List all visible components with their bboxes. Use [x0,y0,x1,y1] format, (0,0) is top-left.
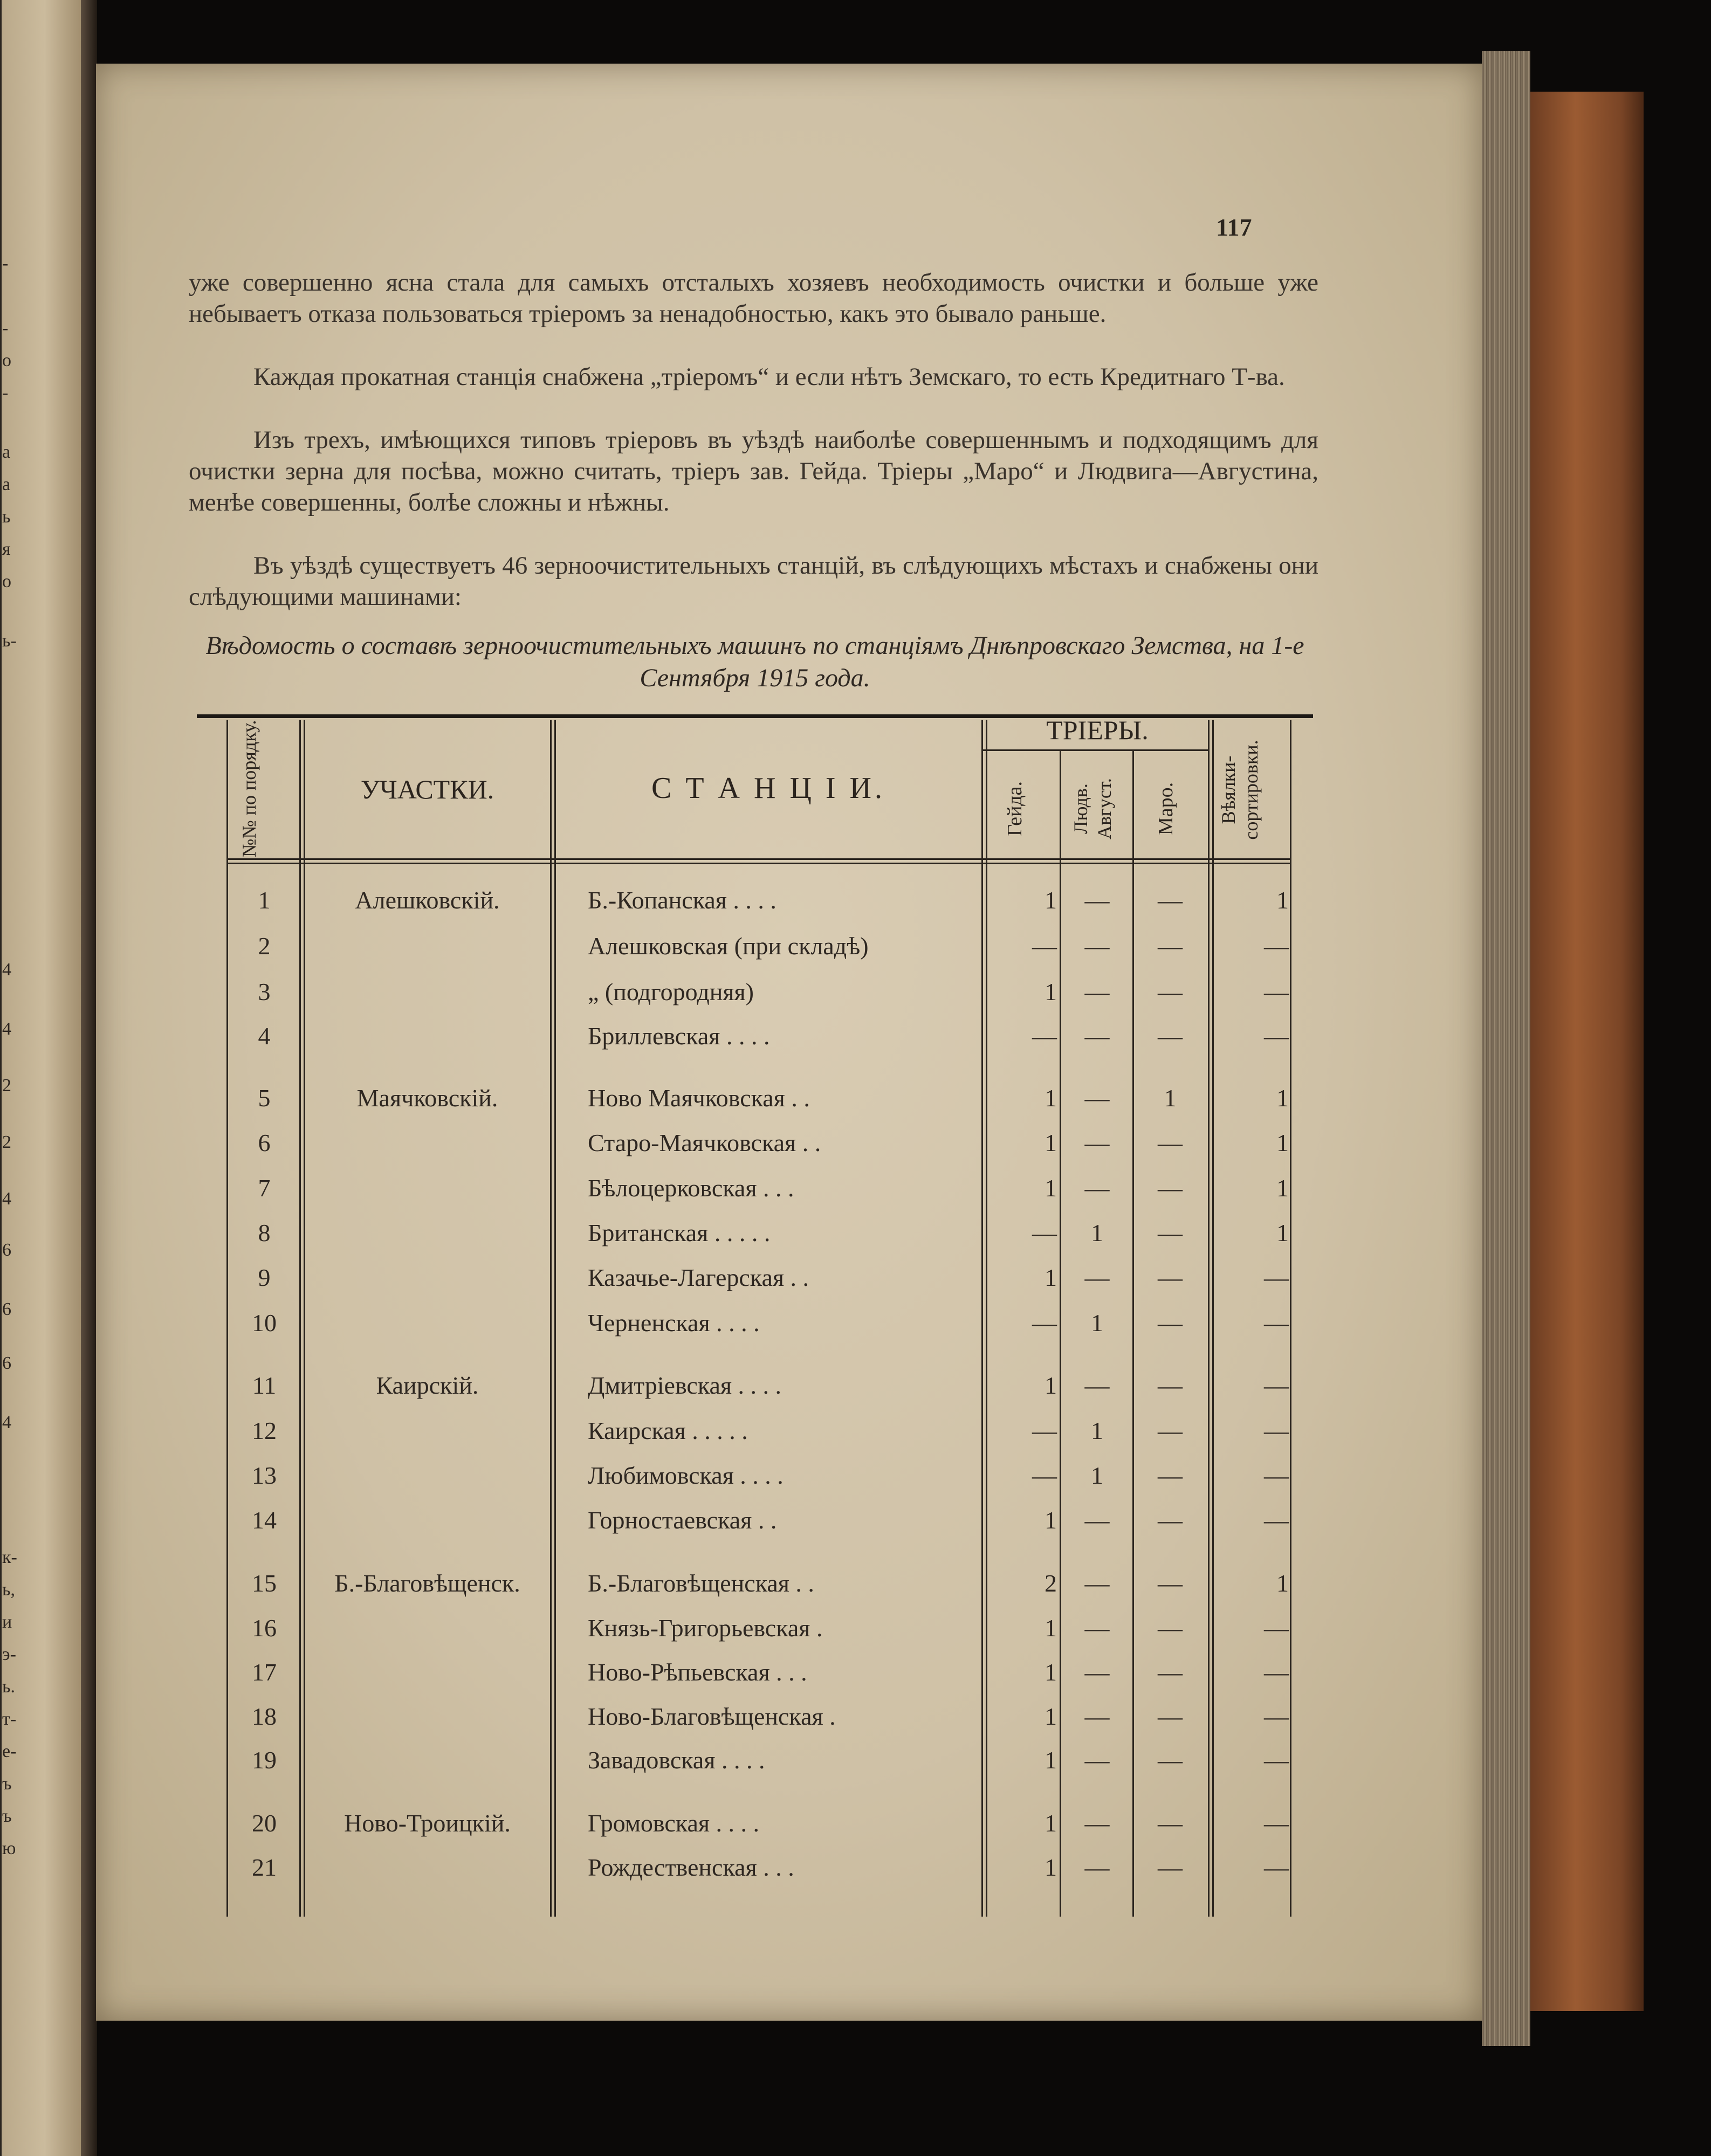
row-maro: — [1158,1174,1183,1202]
row-veyalki: — [1264,1854,1289,1881]
facing-page-fragment: е- [2,1741,17,1761]
header-maro: Маро. [1155,782,1177,836]
row-heida: — [1032,1417,1057,1444]
facing-page-fragment: 4 [2,1189,11,1209]
book-cover [1530,92,1644,2011]
row-number: 9 [258,1264,271,1291]
row-number: 16 [252,1614,277,1642]
row-number: 19 [252,1746,277,1774]
row-ludv: — [1084,1264,1110,1291]
row-veyalki: — [1264,1614,1289,1642]
header-veyalki: Вѣялки-сортировки. [1218,740,1262,840]
row-ludv: 1 [1091,1309,1103,1337]
triers-underline [981,749,1208,751]
row-number: 13 [252,1462,277,1489]
row-maro: — [1158,1264,1183,1291]
col-line-4 [1060,750,1061,1917]
row-station: Горностаевская . . [588,1506,777,1534]
row-station: Бриллевская . . . . [588,1022,770,1050]
row-heida: 1 [1045,1372,1057,1399]
row-station: „ (подгородняя) [588,978,754,1005]
row-station: Ново Маячковская . . [588,1084,810,1112]
row-number: 3 [258,978,271,1005]
facing-page-fragment: о [2,571,11,591]
row-number: 2 [258,932,271,960]
book-gutter [81,0,97,2156]
row-station: Ново-Благовѣщенская . [588,1703,836,1730]
row-ludv: — [1084,1703,1110,1730]
row-veyalki: 1 [1276,1219,1289,1246]
row-heida: 1 [1045,1854,1057,1881]
facing-page-border [0,0,2,2156]
row-ludv: — [1084,1614,1110,1642]
row-maro: — [1158,1129,1183,1156]
row-maro: — [1158,1417,1183,1444]
row-station: Черненская . . . . [588,1309,760,1337]
row-ludv: — [1084,886,1110,914]
facing-page-fragment: т- [2,1709,17,1729]
facing-page-fragment: 2 [2,1076,11,1096]
row-veyalki: 1 [1276,1084,1289,1112]
row-number: 4 [258,1022,271,1050]
row-veyalki: — [1264,932,1289,960]
row-veyalki: — [1264,1372,1289,1399]
row-heida: 1 [1045,1746,1057,1774]
paragraph-4: Въ уѣздѣ существуетъ 46 зерноочистительныхъ станцій, въ слѣдующихъ мѣстахъ и снабжены они слѣдующими машинами: [189,552,1318,611]
facing-page-fragment: 4 [2,1413,11,1432]
row-veyalki: 1 [1276,1129,1289,1156]
row-number: 8 [258,1219,271,1246]
row-heida: — [1032,1309,1057,1337]
facing-page [0,0,81,2156]
row-ludv: 1 [1091,1219,1103,1246]
row-ludv: — [1084,1746,1110,1774]
col-line-2b [554,720,556,1917]
row-number: 18 [252,1703,277,1730]
row-heida: — [1032,1462,1057,1489]
page-edges [1482,51,1530,2046]
row-station: Британская . . . . . [588,1219,771,1246]
col-line-1 [299,720,301,1917]
row-station: Б.-Благовѣщенская . . [588,1569,814,1597]
facing-page-fragment: ь, [2,1580,16,1600]
row-maro: — [1158,1569,1183,1597]
facing-page-fragment: - [2,383,9,403]
row-maro: — [1158,886,1183,914]
row-ludv: — [1084,1854,1110,1881]
row-station: Любимовская . . . . [588,1462,784,1489]
row-maro: — [1158,1703,1183,1730]
row-maro: — [1158,1022,1183,1050]
row-heida: — [1032,1022,1057,1050]
facing-page-fragment: 6 [2,1299,11,1319]
col-line-left [226,720,228,1917]
facing-page-fragment: 2 [2,1132,11,1152]
row-station: Каирская . . . . . [588,1417,748,1444]
row-number: 11 [252,1372,277,1399]
row-maro: — [1158,1746,1183,1774]
row-maro: 1 [1164,1084,1177,1112]
facing-page-fragment: 4 [2,960,11,980]
row-veyalki: — [1264,1506,1289,1534]
row-number: 10 [252,1309,277,1337]
header-ludv: Людв. Август. [1070,778,1115,839]
row-station: Б.-Копанская . . . . [588,886,777,914]
row-number: 14 [252,1506,277,1534]
facing-page-fragment: 6 [2,1240,11,1260]
col-line-6 [1208,720,1210,1917]
row-veyalki: — [1264,1264,1289,1291]
row-heida: 1 [1045,1809,1057,1837]
row-heida: 2 [1045,1569,1057,1597]
row-maro: — [1158,1309,1183,1337]
col-line-6b [1212,720,1214,1917]
paragraph-3: Изъ трехъ, имѣющихся типовъ тріеровъ въ уѣздѣ наиболѣе совершеннымъ и подходящимъ для очистки зерна для посѣва, можно считать, тріеръ зав. Гейда. Тріеры „Маро“ и Людвига—Августина, менѣе совершенны, болѣе сложны и нѣжны. [189,426,1318,516]
row-maro: — [1158,1462,1183,1489]
facing-page-fragment: ь- [2,631,17,651]
row-ludv: — [1084,978,1110,1005]
row-ludv: — [1084,1506,1110,1534]
row-ludv: — [1084,1658,1110,1686]
row-maro: — [1158,1854,1183,1881]
facing-page-fragment: к- [2,1547,17,1567]
page-number: 117 [1216,213,1252,241]
row-maro: — [1158,1614,1183,1642]
row-heida: 1 [1045,886,1057,914]
col-line-2 [550,720,552,1917]
facing-page-fragment: ь. [2,1677,16,1697]
row-station: Алешковская (при складѣ) [588,932,869,960]
row-heida: — [1032,932,1057,960]
header-stations: С Т А Н Ц І И. [651,772,885,805]
row-heida: 1 [1045,978,1057,1005]
row-ludv: — [1084,1129,1110,1156]
row-veyalki: 1 [1276,1569,1289,1597]
facing-page-fragment: 4 [2,1019,11,1039]
row-station: Старо-Маячковская . . [588,1129,821,1156]
row-ludv: — [1084,1809,1110,1837]
row-maro: — [1158,1658,1183,1686]
row-heida: — [1032,1219,1057,1246]
row-station: Громовская . . . . [588,1809,760,1837]
paragraph-1: уже совершенно ясна стала для самыхъ отсталыхъ хозяевъ необходимость очистки и больше уже небываетъ отказа пользоваться тріеромъ за ненадобностью, какъ это бывало раньше. [189,268,1318,328]
row-ludv: — [1084,1372,1110,1399]
row-veyalki: — [1264,1462,1289,1489]
col-line-5 [1132,750,1134,1917]
row-district: Каирскій. [376,1372,479,1399]
row-veyalki: — [1264,1022,1289,1050]
row-maro: — [1158,1219,1183,1246]
facing-page-fragment: ъ [2,1774,12,1794]
row-veyalki: — [1264,1703,1289,1730]
facing-page-fragment: - [2,253,9,273]
row-heida: 1 [1045,1084,1057,1112]
row-ludv: — [1084,1569,1110,1597]
facing-page-fragment: э- [2,1644,16,1664]
col-line-3 [981,720,983,1917]
row-number: 15 [252,1569,277,1597]
row-ludv: — [1084,1084,1110,1112]
header-heida: Гейда. [1004,781,1026,836]
col-line-3b [986,720,987,1917]
row-number: 6 [258,1129,271,1156]
col-line-1b [304,720,305,1917]
row-maro: — [1158,1506,1183,1534]
row-number: 12 [252,1417,277,1444]
row-maro: — [1158,1372,1183,1399]
row-veyalki: 1 [1276,1174,1289,1202]
row-heida: 1 [1045,1703,1057,1730]
facing-page-fragment: а [2,442,11,462]
row-district: Алешковскій. [355,886,500,914]
row-ludv: — [1084,1174,1110,1202]
facing-page-fragment: я [2,539,11,559]
row-station: Завадовская . . . . [588,1746,765,1774]
row-ludv: 1 [1091,1417,1103,1444]
row-number: 1 [258,886,271,914]
row-veyalki: — [1264,1658,1289,1686]
facing-page-fragment: - [2,318,9,338]
header-district: УЧАСТКИ. [360,774,494,804]
row-heida: 1 [1045,1658,1057,1686]
row-station: Казачье-Лагерская . . [588,1264,809,1291]
row-veyalki: — [1264,1417,1289,1444]
row-number: 5 [258,1084,271,1112]
row-heida: 1 [1045,1174,1057,1202]
facing-page-fragment: а [2,474,11,494]
row-district: Б.-Благовѣщенск. [334,1569,520,1597]
facing-page-fragment: и [2,1612,12,1632]
row-heida: 1 [1045,1506,1057,1534]
col-line-right [1290,720,1291,1917]
row-heida: 1 [1045,1264,1057,1291]
row-maro: — [1158,978,1183,1005]
row-maro: — [1158,932,1183,960]
row-veyalki: — [1264,1309,1289,1337]
row-district: Ново-Троицкій. [344,1809,511,1837]
row-number: 17 [252,1658,277,1686]
row-veyalki: 1 [1276,886,1289,914]
paragraph-2: Каждая прокатная станція снабжена „тріеромъ“ и если нѣтъ Земскаго, то есть Кредитнаго Т-ва. [253,363,1285,391]
row-ludv: — [1084,932,1110,960]
facing-page-fragment: 6 [2,1353,11,1373]
row-number: 21 [252,1854,277,1881]
row-number: 7 [258,1174,271,1202]
facing-page-fragment: ю [2,1838,16,1858]
row-station: Князь-Григорьевская . [588,1614,823,1642]
row-maro: — [1158,1809,1183,1837]
facing-page-fragment: ь [2,507,11,527]
header-no: №№ по порядку. [238,720,260,857]
row-station: Бѣлоцерковская . . . [588,1174,794,1202]
row-heida: 1 [1045,1129,1057,1156]
row-district: Маячковскій. [356,1084,498,1112]
row-number: 20 [252,1809,277,1837]
facing-page-fragment: ъ [2,1806,12,1826]
row-ludv: — [1084,1022,1110,1050]
row-station: Рождественская . . . [588,1854,794,1881]
row-veyalki: — [1264,978,1289,1005]
facing-page-fragment: о [2,350,11,370]
row-veyalki: — [1264,1809,1289,1837]
row-station: Ново-Рѣпьевская . . . [588,1658,807,1686]
header-triers: ТРІЕРЫ. [1046,715,1149,745]
header-bottom-rule [226,858,1291,860]
table-caption: Вѣдомость о составѣ зерноочистительныхъ машинъ по станціямъ Днѣпровскаго Земства, на 1-е Сентября 1915 года. [205,631,1304,692]
row-veyalki: — [1264,1746,1289,1774]
header-bottom-rule-2 [226,863,1291,864]
row-ludv: 1 [1091,1462,1103,1489]
row-station: Дмитріевская . . . . [588,1372,782,1399]
row-heida: 1 [1045,1614,1057,1642]
